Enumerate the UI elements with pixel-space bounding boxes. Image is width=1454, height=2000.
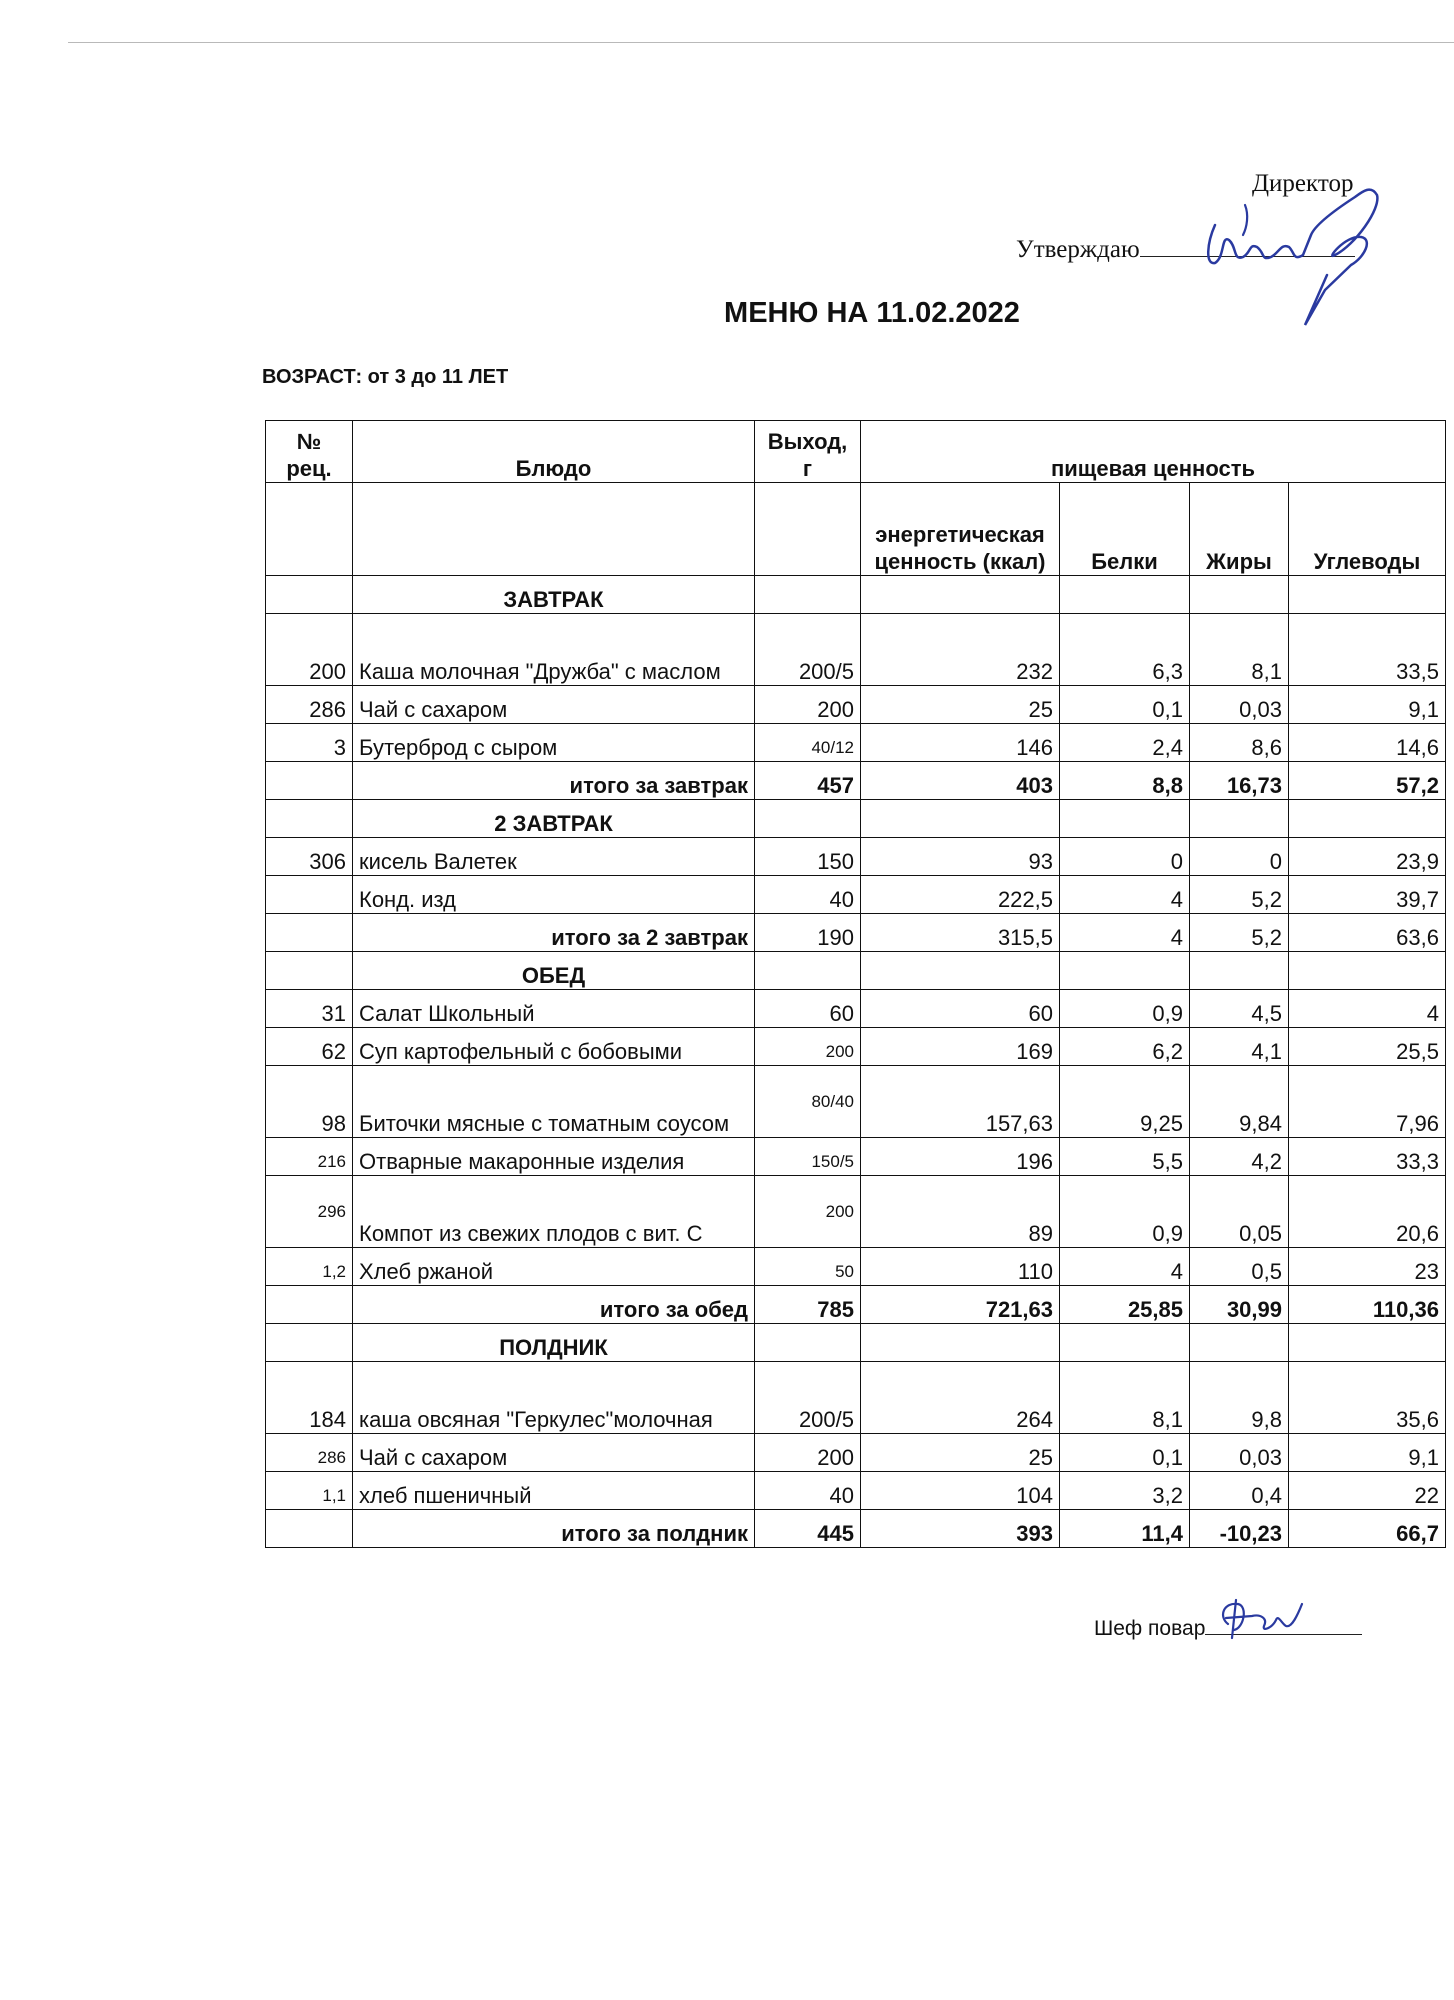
total-energy: 721,63 <box>861 1286 1060 1324</box>
dish-name: Биточки мясные с томатным соусом <box>353 1066 755 1138</box>
dish-name: Чай с сахаром <box>353 1434 755 1472</box>
dish-energy: 222,5 <box>861 876 1060 914</box>
dish-name: кисель Валетек <box>353 838 755 876</box>
total-energy: 315,5 <box>861 914 1060 952</box>
dish-name: Чай с сахаром <box>353 686 755 724</box>
total-yield: 190 <box>755 914 861 952</box>
dish-yield: 200 <box>755 1028 861 1066</box>
total-carbs: 66,7 <box>1289 1510 1446 1548</box>
total-protein: 25,85 <box>1060 1286 1190 1324</box>
dish-name: Отварные макаронные изделия <box>353 1138 755 1176</box>
dish-yield: 50 <box>755 1248 861 1286</box>
total-fat: 30,99 <box>1190 1286 1289 1324</box>
dish-energy: 25 <box>861 1434 1060 1472</box>
dish-protein: 0 <box>1060 838 1190 876</box>
chef-signature-icon <box>1212 1594 1322 1644</box>
recipe-number: 3 <box>266 724 353 762</box>
dish-fat: 9,8 <box>1190 1362 1289 1434</box>
total-carbs: 63,6 <box>1289 914 1446 952</box>
dish-carbs: 23 <box>1289 1248 1446 1286</box>
section-title: ОБЕД <box>353 952 755 990</box>
dish-yield: 80/40 <box>755 1066 861 1138</box>
recipe-number: 286 <box>266 1434 353 1472</box>
dish-name: Компот из свежих плодов с вит. С <box>353 1176 755 1248</box>
dish-carbs: 9,1 <box>1289 686 1446 724</box>
dish-carbs: 33,5 <box>1289 614 1446 686</box>
dish-carbs: 20,6 <box>1289 1176 1446 1248</box>
dish-protein: 4 <box>1060 1248 1190 1286</box>
dish-yield: 150 <box>755 838 861 876</box>
recipe-number: 306 <box>266 838 353 876</box>
col-carbs-header: Углеводы <box>1289 483 1446 576</box>
dish-protein: 6,2 <box>1060 1028 1190 1066</box>
dish-yield: 200 <box>755 1434 861 1472</box>
table-row <box>266 838 1446 876</box>
section-title: ЗАВТРАК <box>353 576 755 614</box>
recipe-number: 31 <box>266 990 353 1028</box>
table-row <box>266 724 1446 762</box>
dish-fat: 0,4 <box>1190 1472 1289 1510</box>
dish-carbs: 9,1 <box>1289 1434 1446 1472</box>
dish-name: Салат Школьный <box>353 990 755 1028</box>
dish-energy: 232 <box>861 614 1060 686</box>
dish-protein: 9,25 <box>1060 1066 1190 1138</box>
dish-energy: 146 <box>861 724 1060 762</box>
total-energy: 393 <box>861 1510 1060 1548</box>
dish-protein: 5,5 <box>1060 1138 1190 1176</box>
total-fat: -10,23 <box>1190 1510 1289 1548</box>
dish-name: каша овсяная "Геркулес"молочная <box>353 1362 755 1434</box>
table-row <box>266 1176 1446 1248</box>
dish-carbs: 39,7 <box>1289 876 1446 914</box>
dish-fat: 0,03 <box>1190 686 1289 724</box>
total-protein: 4 <box>1060 914 1190 952</box>
total-carbs: 110,36 <box>1289 1286 1446 1324</box>
dish-name: Хлеб ржаной <box>353 1248 755 1286</box>
total-row <box>266 914 1446 952</box>
dish-name: Конд. изд <box>353 876 755 914</box>
dish-fat: 4,2 <box>1190 1138 1289 1176</box>
table-row <box>266 1028 1446 1066</box>
age-label: ВОЗРАСТ: от 3 до 11 ЛЕТ <box>262 366 509 388</box>
dish-carbs: 33,3 <box>1289 1138 1446 1176</box>
recipe-number: 216 <box>266 1138 353 1176</box>
subheader-row <box>266 483 1446 576</box>
chef-label: Шеф повар <box>1094 1617 1206 1640</box>
recipe-number: 62 <box>266 1028 353 1066</box>
section-row <box>266 1324 1446 1362</box>
recipe-number: 296 <box>266 1176 353 1248</box>
menu-table <box>265 420 1446 1548</box>
dish-protein: 3,2 <box>1060 1472 1190 1510</box>
dish-fat: 0,5 <box>1190 1248 1289 1286</box>
dish-protein: 0,9 <box>1060 1176 1190 1248</box>
total-protein: 8,8 <box>1060 762 1190 800</box>
table-row <box>266 876 1446 914</box>
table-row <box>266 1248 1446 1286</box>
dish-energy: 264 <box>861 1362 1060 1434</box>
dish-fat: 0,05 <box>1190 1176 1289 1248</box>
table-row <box>266 1472 1446 1510</box>
dish-carbs: 7,96 <box>1289 1066 1446 1138</box>
total-row <box>266 1286 1446 1324</box>
col-yield-header: Выход, г <box>755 421 861 483</box>
dish-carbs: 25,5 <box>1289 1028 1446 1066</box>
dish-fat: 8,1 <box>1190 614 1289 686</box>
dish-energy: 110 <box>861 1248 1060 1286</box>
table-row <box>266 614 1446 686</box>
dish-fat: 5,2 <box>1190 876 1289 914</box>
dish-yield: 200 <box>755 1176 861 1248</box>
dish-fat: 9,84 <box>1190 1066 1289 1138</box>
dish-energy: 89 <box>861 1176 1060 1248</box>
table-row <box>266 1434 1446 1472</box>
recipe-number: 184 <box>266 1362 353 1434</box>
total-label: итого за обед <box>353 1286 755 1324</box>
dish-yield: 40 <box>755 876 861 914</box>
table-row <box>266 1362 1446 1434</box>
dish-energy: 60 <box>861 990 1060 1028</box>
section-row <box>266 952 1446 990</box>
col-protein-header: Белки <box>1060 483 1190 576</box>
total-yield: 785 <box>755 1286 861 1324</box>
total-fat: 16,73 <box>1190 762 1289 800</box>
total-row <box>266 1510 1446 1548</box>
recipe-number: 286 <box>266 686 353 724</box>
dish-yield: 150/5 <box>755 1138 861 1176</box>
dish-yield: 60 <box>755 990 861 1028</box>
dish-name: Суп картофельный с бобовыми <box>353 1028 755 1066</box>
col-nutrition-header: пищевая ценность <box>861 421 1446 483</box>
dish-fat: 8,6 <box>1190 724 1289 762</box>
dish-protein: 0,9 <box>1060 990 1190 1028</box>
top-rule <box>68 42 1454 43</box>
dish-protein: 2,4 <box>1060 724 1190 762</box>
dish-carbs: 22 <box>1289 1472 1446 1510</box>
dish-name: Бутерброд с сыром <box>353 724 755 762</box>
dish-name: Каша молочная "Дружба" с маслом <box>353 614 755 686</box>
dish-energy: 169 <box>861 1028 1060 1066</box>
recipe-number: 1,2 <box>266 1248 353 1286</box>
section-title: ПОЛДНИК <box>353 1324 755 1362</box>
recipe-number: 1,1 <box>266 1472 353 1510</box>
table-row <box>266 1138 1446 1176</box>
table-row <box>266 990 1446 1028</box>
recipe-number: 98 <box>266 1066 353 1138</box>
dish-yield: 200/5 <box>755 1362 861 1434</box>
dish-energy: 93 <box>861 838 1060 876</box>
dish-name: хлеб пшеничный <box>353 1472 755 1510</box>
dish-protein: 4 <box>1060 876 1190 914</box>
dish-protein: 6,3 <box>1060 614 1190 686</box>
header-row <box>266 421 1446 483</box>
dish-protein: 0,1 <box>1060 686 1190 724</box>
dish-carbs: 14,6 <box>1289 724 1446 762</box>
total-label: итого за 2 завтрак <box>353 914 755 952</box>
total-protein: 11,4 <box>1060 1510 1190 1548</box>
total-carbs: 57,2 <box>1289 762 1446 800</box>
table-row <box>266 686 1446 724</box>
total-energy: 403 <box>861 762 1060 800</box>
dish-carbs: 35,6 <box>1289 1362 1446 1434</box>
recipe-number <box>266 876 353 914</box>
dish-energy: 157,63 <box>861 1066 1060 1138</box>
dish-yield: 40/12 <box>755 724 861 762</box>
dish-fat: 4,1 <box>1190 1028 1289 1066</box>
approve-label: Утверждаю <box>1016 236 1140 263</box>
section-title: 2 ЗАВТРАК <box>353 800 755 838</box>
dish-fat: 0,03 <box>1190 1434 1289 1472</box>
dish-yield: 200/5 <box>755 614 861 686</box>
section-row <box>266 800 1446 838</box>
total-fat: 5,2 <box>1190 914 1289 952</box>
col-energy-header: энергетическая ценность (ккал) <box>861 483 1060 576</box>
dish-fat: 0 <box>1190 838 1289 876</box>
dish-fat: 4,5 <box>1190 990 1289 1028</box>
dish-carbs: 23,9 <box>1289 838 1446 876</box>
director-label: Директор <box>1252 170 1354 197</box>
col-fat-header: Жиры <box>1190 483 1289 576</box>
total-yield: 445 <box>755 1510 861 1548</box>
table-row <box>266 1066 1446 1138</box>
dish-energy: 104 <box>861 1472 1060 1510</box>
total-row <box>266 762 1446 800</box>
dish-carbs: 4 <box>1289 990 1446 1028</box>
dish-yield: 200 <box>755 686 861 724</box>
dish-yield: 40 <box>755 1472 861 1510</box>
dish-energy: 25 <box>861 686 1060 724</box>
section-row <box>266 576 1446 614</box>
total-yield: 457 <box>755 762 861 800</box>
dish-protein: 8,1 <box>1060 1362 1190 1434</box>
dish-energy: 196 <box>861 1138 1060 1176</box>
recipe-number: 200 <box>266 614 353 686</box>
total-label: итого за завтрак <box>353 762 755 800</box>
col-dish-header: Блюдо <box>353 421 755 483</box>
total-label: итого за полдник <box>353 1510 755 1548</box>
dish-protein: 0,1 <box>1060 1434 1190 1472</box>
col-num-header: № рец. <box>266 421 353 483</box>
page-title: МЕНЮ НА 11.02.2022 <box>724 297 1020 329</box>
